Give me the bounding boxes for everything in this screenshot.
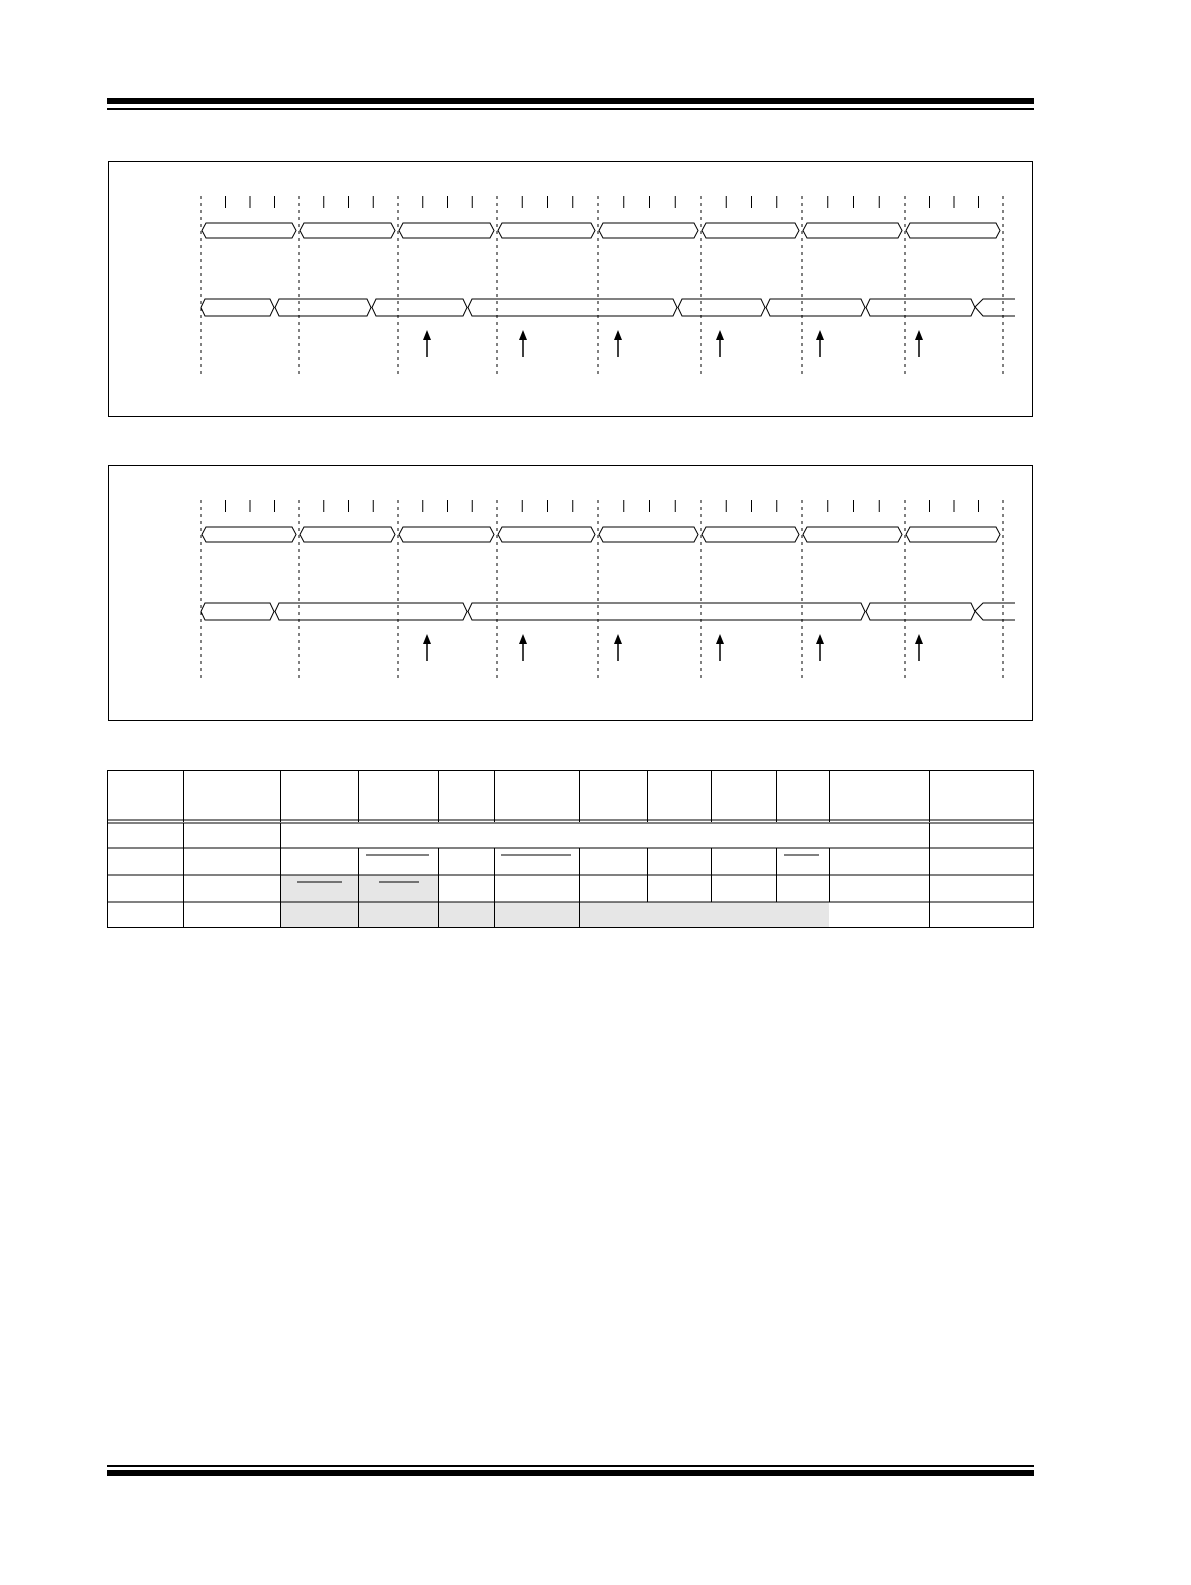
- execute-segment-7: [866, 299, 975, 316]
- sample-arrow-1-head: [423, 634, 431, 644]
- fetch-segment-1: [202, 223, 296, 238]
- fetch-segment-5: [599, 223, 698, 238]
- shaded-cell-span: [579, 902, 829, 928]
- header-rule-thin: [107, 108, 1034, 110]
- execute-segment-1: [201, 603, 274, 620]
- shaded-cell: [494, 902, 579, 928]
- shaded-cell: [358, 875, 438, 902]
- fetch-segment-6: [702, 527, 799, 542]
- header-rule-thick: [107, 98, 1034, 104]
- sample-arrow-2-head: [519, 330, 527, 340]
- timing-diagram-2-canvas: [109, 466, 1034, 722]
- execute-segment-3: [372, 299, 467, 316]
- fetch-segment-3: [399, 527, 494, 542]
- sample-arrow-5-head: [816, 330, 824, 340]
- fetch-segment-6: [702, 223, 799, 238]
- sample-arrow-6-head: [915, 634, 923, 644]
- execute-segment-1: [201, 299, 274, 316]
- execute-segment-trailing: [975, 299, 1015, 316]
- sample-arrow-5-head: [816, 634, 824, 644]
- sample-arrow-3-head: [614, 330, 622, 340]
- timing-diagram-1: [108, 161, 1033, 417]
- sample-arrow-4-head: [716, 634, 724, 644]
- shaded-cell: [358, 902, 438, 928]
- register-summary-table: [107, 770, 1034, 928]
- sample-arrow-1-head: [423, 330, 431, 340]
- fetch-segment-2: [300, 223, 395, 238]
- fetch-segment-8: [906, 223, 1000, 238]
- sample-arrow-6-head: [915, 330, 923, 340]
- shaded-cell: [280, 875, 358, 902]
- fetch-segment-8: [906, 527, 1000, 542]
- execute-segment-2: [275, 299, 371, 316]
- execute-segment-trailing: [975, 603, 1015, 620]
- execute-segment-4: [866, 603, 975, 620]
- shaded-cell: [438, 902, 494, 928]
- execute-segment-5: [678, 299, 765, 316]
- footer-rule-thick: [107, 1470, 1034, 1476]
- execute-segment-3: [468, 603, 865, 620]
- fetch-segment-7: [803, 223, 902, 238]
- fetch-segment-5: [599, 527, 698, 542]
- fetch-segment-4: [498, 527, 595, 542]
- sample-arrow-2-head: [519, 634, 527, 644]
- footer-rule-thin: [107, 1465, 1034, 1467]
- execute-segment-2: [275, 603, 467, 620]
- execute-segment-4: [468, 299, 677, 316]
- register-table-grid: [107, 770, 1034, 928]
- fetch-segment-7: [803, 527, 902, 542]
- fetch-segment-4: [498, 223, 595, 238]
- shaded-cell: [280, 902, 358, 928]
- sample-arrow-4-head: [716, 330, 724, 340]
- fetch-segment-2: [300, 527, 395, 542]
- timing-diagram-2: [108, 465, 1033, 721]
- execute-segment-6: [766, 299, 865, 316]
- fetch-segment-1: [202, 527, 296, 542]
- fetch-segment-3: [399, 223, 494, 238]
- sample-arrow-3-head: [614, 634, 622, 644]
- timing-diagram-1-canvas: [109, 162, 1034, 418]
